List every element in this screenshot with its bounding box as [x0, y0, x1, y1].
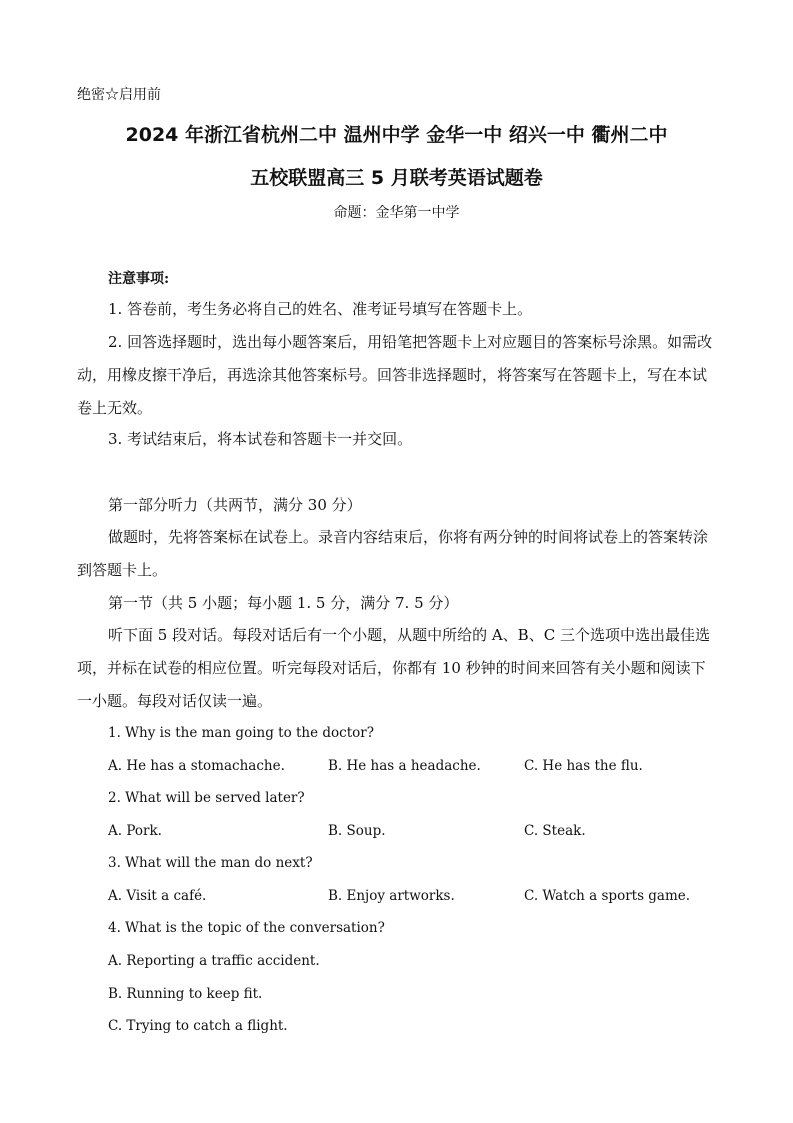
question-4-option-a: A. Reporting a traffic accident.: [108, 953, 320, 969]
section1-instruction: 听下面 5 段对话。每段对话后有一个小题，从题中所给的 A、B、C 三个选项中选出最佳选项，并标在试卷的相应位置。听完每段对话后，你都有 10 秒钟的时间来回答有关小题和阅读下一小题。每段对话仅读一遍。: [77, 626, 710, 710]
section1-heading: 第一节（共 5 小题；每小题 1. 5 分，满分 7. 5 分）: [108, 594, 459, 612]
question-3-option-b: B. Enjoy artworks.: [328, 888, 455, 904]
question-1-option-a: A. He has a stomachache.: [108, 758, 285, 774]
confidential-label: 绝密☆启用前: [77, 87, 161, 103]
exam-author: 命题：金华第一中学: [333, 205, 460, 221]
question-1: 1. Why is the man going to the doctor?: [108, 725, 374, 741]
question-2-option-a: A. Pork.: [108, 823, 162, 839]
question-4-option-c: C. Trying to catch a flight.: [108, 1018, 288, 1034]
notice-item-2: 2. 回答选择题时，选出每小题答案后，用铅笔把答题卡上对应题目的答案标号涂黑。如需改动，用橡皮擦干净后，再选涂其他答案标号。回答非选择题时，将答案写在答题卡上，写在本试卷上无效。: [77, 333, 713, 417]
notice-heading: 注意事项:: [108, 271, 170, 287]
question-2: 2. What will be served later?: [108, 790, 305, 806]
notice-item-1: 1. 答卷前，考生务必将自己的姓名、准考证号填写在答题卡上。: [108, 300, 533, 318]
exam-title-line1: 2024 年浙江省杭州二中 温州中学 金华一中 绍兴一中 衢州二中: [125, 124, 668, 146]
part1-instruction: 做题时，先将答案标在试卷上。录音内容结束后，你将有两分钟的时间将试卷上的答案转涂到答题卡上。: [77, 528, 709, 579]
question-4-option-b: B. Running to keep fit.: [108, 986, 263, 1002]
question-1-option-b: B. He has a headache.: [328, 758, 481, 774]
notice-item-3: 3. 考试结束后，将本试卷和答题卡一并交回。: [108, 430, 413, 448]
question-2-option-c: C. Steak.: [524, 823, 586, 839]
question-1-option-c: C. He has the flu.: [524, 758, 643, 774]
part1-heading: 第一部分听力（共两节，满分 30 分）: [108, 496, 362, 514]
question-3: 3. What will the man do next?: [108, 855, 313, 871]
question-2-option-b: B. Soup.: [328, 823, 386, 839]
question-3-option-a: A. Visit a café.: [108, 888, 207, 904]
question-3-option-c: C. Watch a sports game.: [524, 888, 691, 904]
question-4: 4. What is the topic of the conversation?: [108, 920, 385, 936]
exam-title-line2: 五校联盟高三 5 月联考英语试题卷: [250, 167, 543, 189]
